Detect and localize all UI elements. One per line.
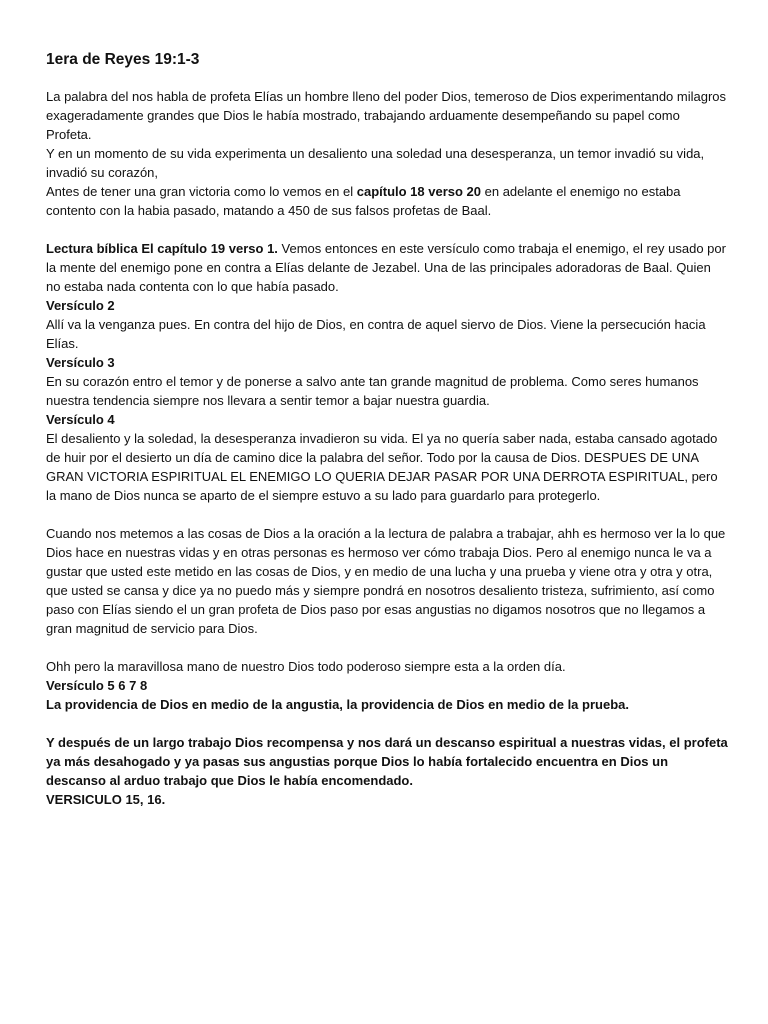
- paragraph-lectura: [46, 239, 728, 296]
- verse-text-4: El desaliento y la soledad, la desesperanza invadieron su vida. El ya no quería saber nada, estaba cansado agotado de huir por el desierto un día de camino dice la palabra del señor. Todo por la causa de Dios. DESPUES DE UNA GRAN VICTORIA ESPIRITUAL EL ENEMIGO LO QUERIA DEJAR PASAR POR UNA DERROTA ESPIRITUAL, pero la mano de Dios nunca se aparto de el siempre estuvo a su lado para guardarlo para protegerlo.: [46, 431, 718, 503]
- paragraph-maravillosa: Ohh pero la maravillosa mano de nuestro Dios todo poderoso siempre esta a la orden día.: [46, 659, 566, 674]
- verse-heading-5-8: Versículo 5 6 7 8: [46, 678, 148, 693]
- verse-text-2: Allí va la venganza pues. En contra del hijo de Dios, en contra de aquel siervo de Dios. Viene la persecución hacia Elías.: [46, 317, 706, 351]
- verse-heading-3: Versículo 3: [46, 355, 115, 370]
- paragraph-descanso: Y después de un largo trabajo Dios recompensa y nos dará un descanso espiritual a nuestras vidas, el profeta ya más desahogado y ya pasas sus angustias porque Dios lo había fortalecido encuentra en Dios un descanso al arduo trabajo que Dios le había encomendado.: [46, 735, 728, 788]
- document-title: 1era de Reyes 19:1-3: [46, 51, 200, 68]
- verse-heading-4: Versículo 4: [46, 412, 115, 427]
- document-body: [46, 87, 728, 809]
- text-run: Antes de tener una gran victoria como lo vemos en el: [46, 184, 357, 199]
- spacer: [46, 505, 728, 524]
- verse-heading-15-16: VERSICULO 15, 16.: [46, 792, 166, 807]
- verse-text-3: En su corazón entro el temor y de ponerse a salvo ante tan grande magnitud de problema. Como seres humanos nuestra tendencia siempre nos llevara a sentir temor a bajar nuestra guardia.: [46, 374, 699, 408]
- chapter-reference: capítulo 18 verso 20: [356, 184, 482, 199]
- paragraph-intro: La palabra del nos habla de profeta Elías un hombre lleno del poder Dios, temeroso de Dios experimentando milagros exageradamente grandes que Dios le había mostrado, trabajando arduamente desempeñando su papel como Profeta.: [46, 89, 727, 142]
- verse-text-5-8: La providencia de Dios en medio de la angustia, la providencia de Dios en medio de la prueba.: [46, 697, 629, 712]
- text-run: en adelante el enemigo no estaba contento con la habia pasado, matando a 450 de sus falsos profetas de Baal.: [46, 184, 681, 218]
- spacer: [46, 638, 728, 657]
- paragraph-victoria: [46, 182, 728, 220]
- text-run: Vemos entonces en este versículo como trabaja el enemigo, el rey usado por la mente del enemigo pone en contra a Elías delante de Jezabel. Una de las principales adoradoras de Baal. Quien no estaba nada contenta con lo que había pasado.: [46, 241, 726, 294]
- reading-heading: Lectura bíblica El capítulo 19 verso 1.: [46, 241, 278, 256]
- paragraph-cosas-de-dios: Cuando nos metemos a las cosas de Dios a la oración a la lectura de palabra a trabajar, ahh es hermoso ver la lo que Dios hace en nuestras vidas y en otras personas es hermoso ver cómo trabaja Dios. Pero al enemigo nunca le va a gustar que usted este metido en las cosas de Dios, y en medio de una lucha y una prueba y viene otra y otra y otra, que usted se cansa y dice ya no puedo más y siempre pondrá en nosotros desaliento tristeza, sufrimiento, así como paso con Elías siendo el un gran profeta de Dios paso por esas angustias no digamos nosotros que no llegamos a gran magnitud de servicio para Dios.: [46, 526, 726, 636]
- paragraph-desaliento: Y en un momento de su vida experimenta un desaliento una soledad una desesperanza, un temor invadió su vida, invadió su corazón,: [46, 146, 705, 180]
- verse-heading-2: Versículo 2: [46, 298, 115, 313]
- spacer: [46, 220, 728, 239]
- spacer: [46, 714, 728, 733]
